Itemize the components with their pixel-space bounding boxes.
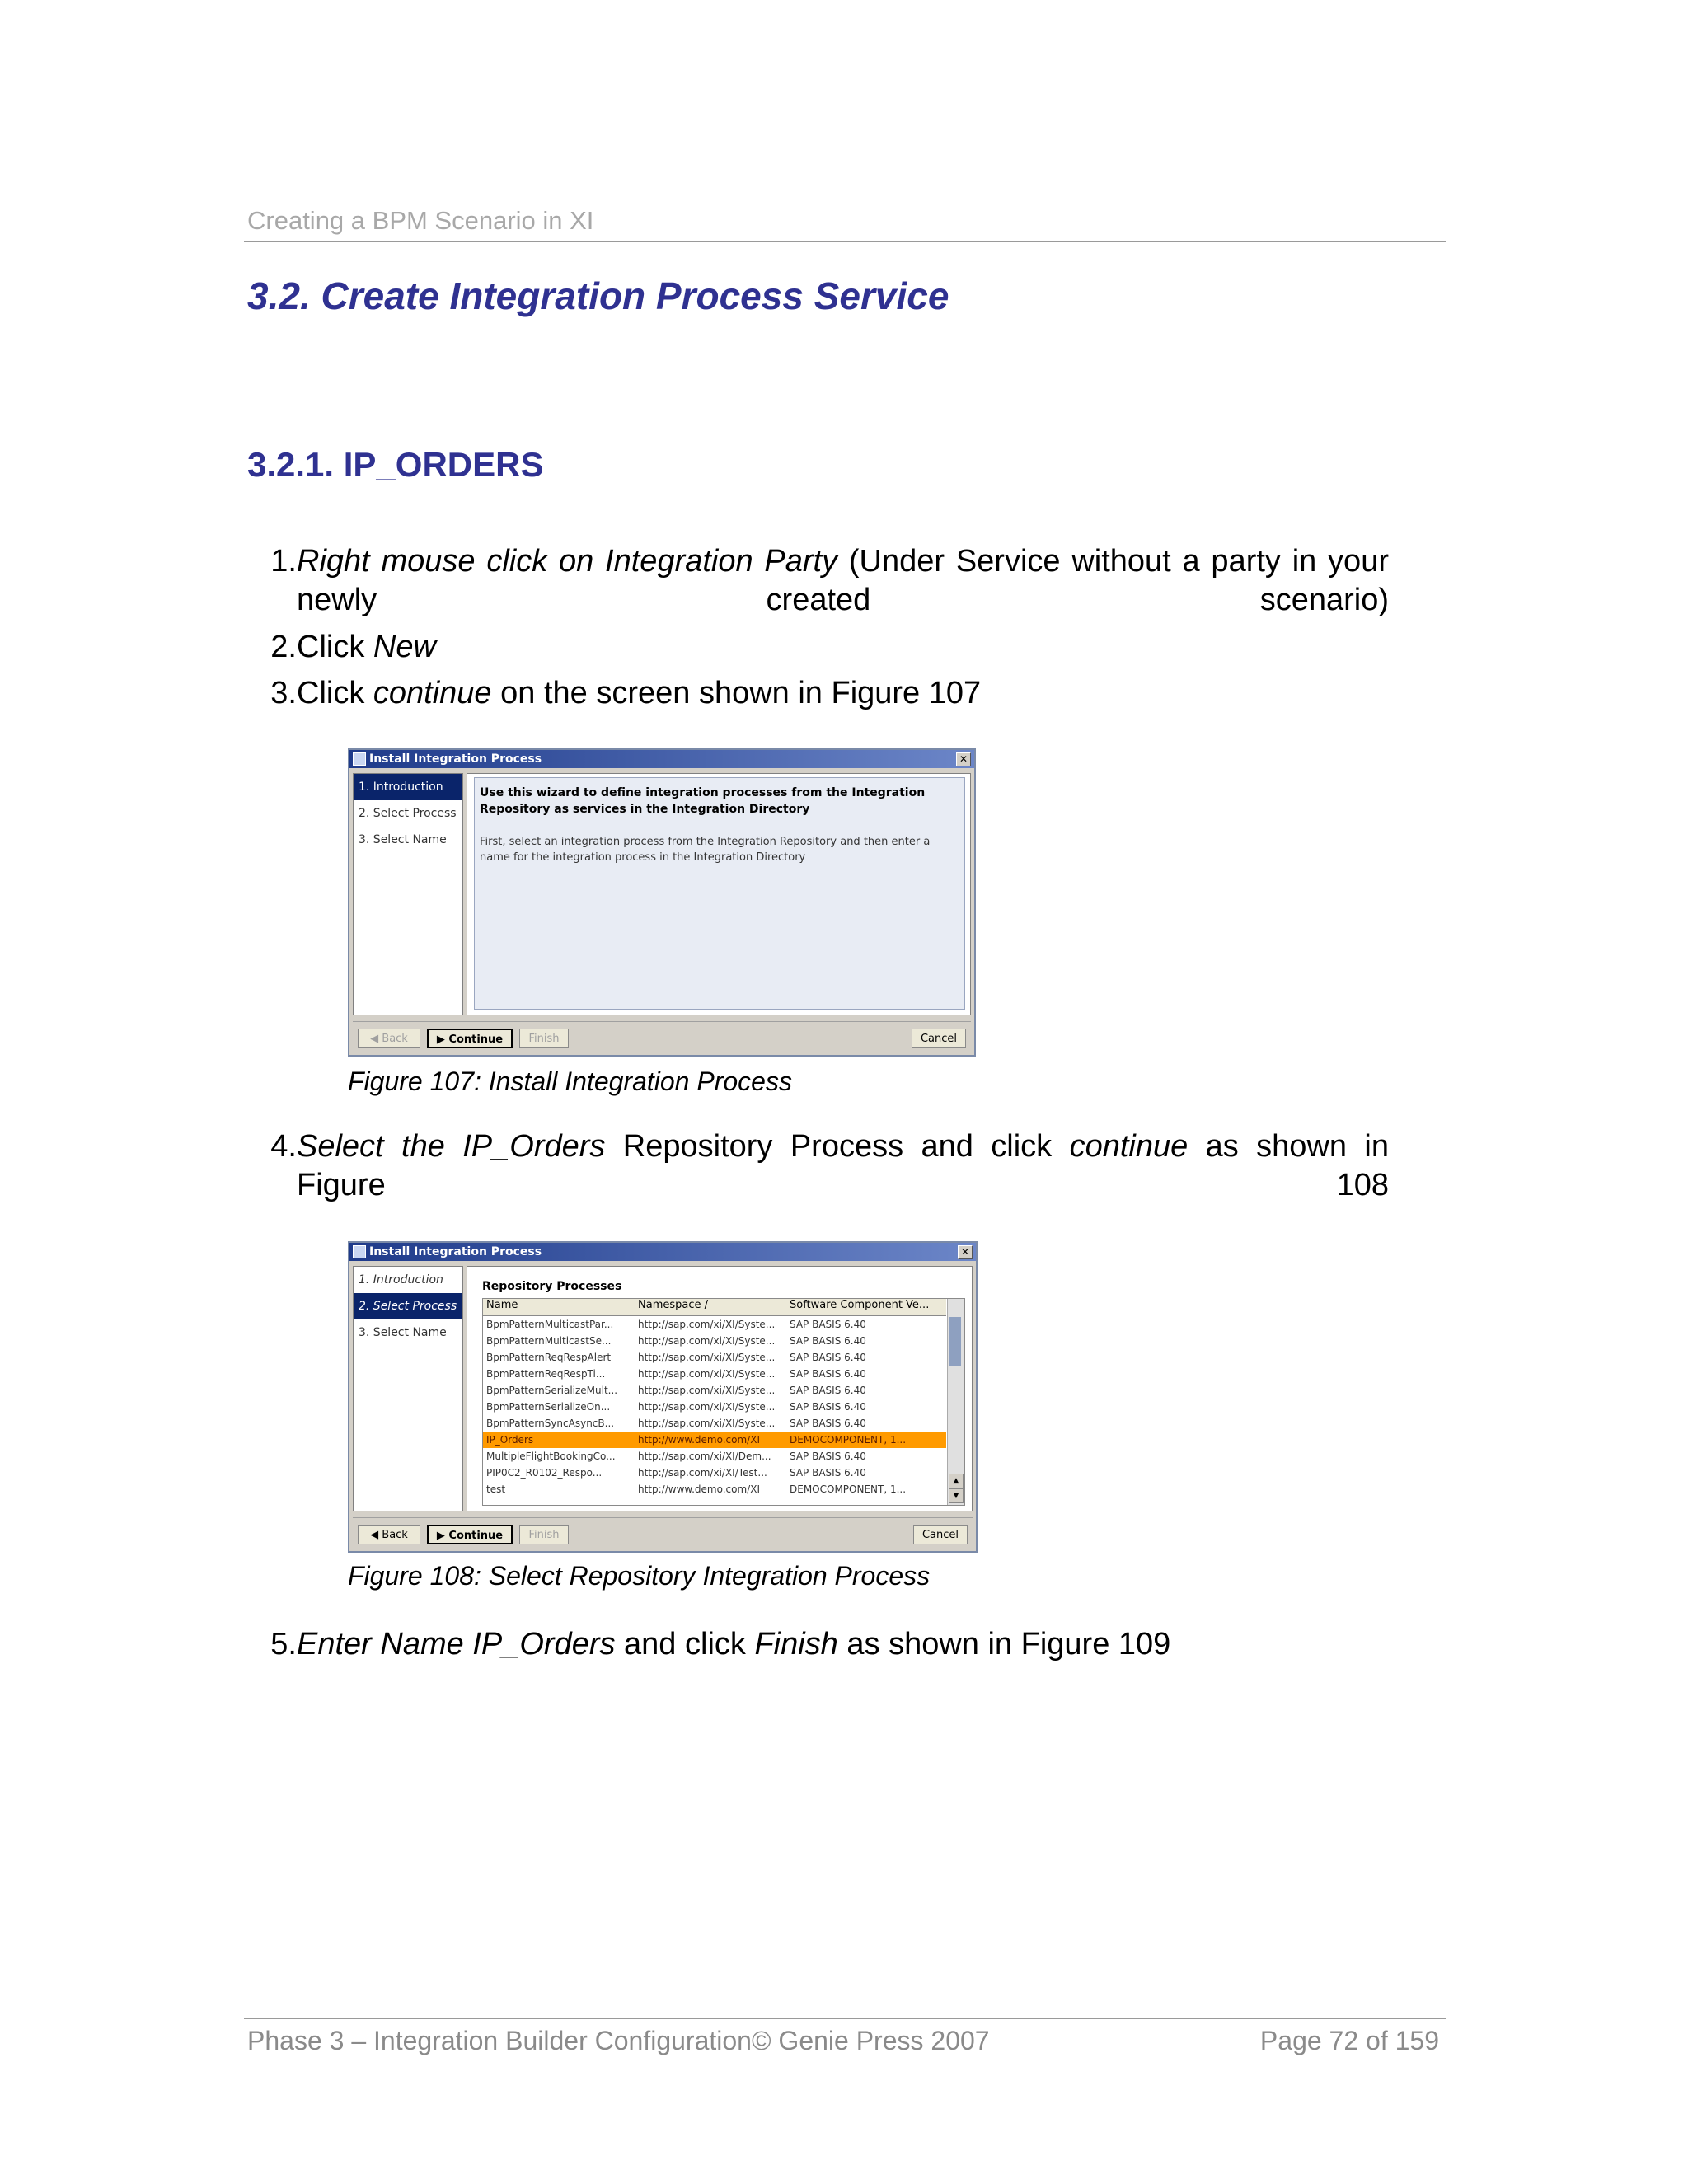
cell-name: BpmPatternMulticastPar... (486, 1319, 614, 1330)
wizard-content (467, 1266, 973, 1511)
cell-namespace: http://sap.com/xi/XI/Syste... (638, 1385, 776, 1396)
list-item (247, 542, 1451, 625)
page-number: Page 72 of 159 (1259, 2026, 1439, 2055)
step-mid: and click (615, 1627, 755, 1661)
table-row[interactable] (483, 1432, 946, 1448)
figure-caption: Figure 107: Install Integration Process (348, 1066, 792, 1096)
cell-name: BpmPatternReqRespAlert (486, 1352, 612, 1363)
cell-namespace: http://sap.com/xi/XI/Syste... (638, 1401, 776, 1413)
cell-software-component: SAP BASIS 6.40 (790, 1385, 866, 1396)
window-icon (353, 1245, 366, 1258)
cancel-button[interactable]: Cancel (913, 1525, 968, 1544)
repository-processes-table[interactable] (482, 1298, 965, 1506)
intro-heading: Use this wizard to define integration processes from the Integration Repository as services in the Integration Directory (480, 786, 926, 816)
footer-left: Phase 3 – Integration Builder Configuration© Genie Press 2007 (247, 2026, 990, 2055)
step-italic: Right mouse click on Integration Party (297, 544, 838, 579)
scroll-up-icon[interactable]: ▲ (949, 1474, 964, 1488)
cell-name: IP_Orders (486, 1434, 534, 1446)
column-header-software-component[interactable]: Software Component Ve... (790, 1299, 930, 1311)
step-rest: as shown in Figure 108 (297, 1129, 1389, 1202)
continue-button[interactable]: ▶ Continue (427, 1525, 513, 1544)
wizard-step-select-name[interactable]: 3. Select Name (359, 1326, 447, 1339)
step-number: 2. (270, 630, 297, 664)
dialog-titlebar (349, 1243, 976, 1261)
cell-software-component: DEMOCOMPONENT, 1... (790, 1483, 907, 1495)
cell-name: MultipleFlightBookingCo... (486, 1451, 616, 1462)
cell-software-component: SAP BASIS 6.40 (790, 1368, 866, 1380)
dialog-titlebar (349, 750, 974, 768)
cell-namespace: http://sap.com/xi/XI/Syste... (638, 1368, 776, 1380)
cell-name: BpmPatternSerializeOn... (486, 1401, 611, 1413)
cell-namespace: http://sap.com/xi/XI/Test... (638, 1467, 767, 1479)
table-row[interactable] (483, 1349, 946, 1366)
figure-caption: Figure 108: Select Repository Integration Process (348, 1561, 931, 1591)
step-italic: New (373, 630, 436, 664)
wizard-steps-nav (353, 773, 463, 1015)
list-item (247, 1127, 1451, 1210)
list-item (247, 1625, 1451, 1666)
step-italic-2: continue (1069, 1129, 1189, 1164)
step-pre: Click (297, 630, 373, 664)
header-rule (244, 241, 1446, 242)
footer-rule (244, 2018, 1446, 2019)
step-mid: Repository Process and click (605, 1129, 1070, 1164)
cell-name: PIP0C2_R0102_Respo... (486, 1467, 603, 1479)
step-number: 1. (270, 544, 297, 579)
finish-button[interactable]: Finish (519, 1029, 569, 1048)
cell-software-component: SAP BASIS 6.40 (790, 1352, 866, 1363)
cell-namespace: http://www.demo.com/XI (638, 1483, 760, 1495)
install-integration-process-dialog (348, 748, 976, 1057)
step-number: 4. (270, 1129, 297, 1164)
table-row[interactable] (483, 1415, 946, 1432)
cell-name: test (486, 1483, 506, 1495)
table-row[interactable] (483, 1448, 946, 1465)
step-italic: Enter Name IP_Orders (297, 1627, 616, 1661)
cell-name: BpmPatternSerializeMult... (486, 1385, 618, 1396)
table-row[interactable] (483, 1316, 946, 1333)
intro-body: First, select an integration process from the Integration Repository and then enter a name for the integration process in the Integration Directory (480, 836, 931, 864)
back-button[interactable]: ◀ Back (358, 1525, 420, 1544)
wizard-step-select-name[interactable]: 3. Select Name (359, 833, 447, 846)
step-italic: Select the IP_Orders (297, 1129, 606, 1164)
cell-name: BpmPatternMulticastSe... (486, 1335, 612, 1347)
step-pre: Click (297, 676, 373, 710)
cell-namespace: http://sap.com/xi/XI/Syste... (638, 1352, 776, 1363)
wizard-steps-nav (353, 1266, 463, 1511)
column-header-name[interactable]: Name (486, 1299, 518, 1311)
running-header: Creating a BPM Scenario in XI (247, 206, 594, 235)
cell-name: BpmPatternSyncAsyncB... (486, 1418, 615, 1429)
table-row[interactable] (483, 1333, 946, 1349)
cell-software-component: SAP BASIS 6.40 (790, 1467, 866, 1479)
step-italic-2: Finish (754, 1627, 838, 1661)
section-title: 3.2. Create Integration Process Service (247, 274, 950, 317)
table-row[interactable] (483, 1382, 946, 1399)
step-text (297, 628, 1389, 667)
repository-processes-title: Repository Processes (482, 1280, 622, 1293)
wizard-step-introduction[interactable]: 1. Introduction (354, 774, 462, 800)
cancel-button[interactable]: Cancel (912, 1029, 966, 1048)
table-scrollbar[interactable] (947, 1299, 964, 1505)
step-text (297, 1127, 1389, 1244)
dialog-button-bar (353, 1517, 973, 1548)
cell-software-component: SAP BASIS 6.40 (790, 1335, 866, 1347)
wizard-content (467, 773, 971, 1015)
step-text (297, 1625, 1389, 1664)
step-rest: on the screen shown in Figure 107 (491, 676, 982, 710)
step-rest: as shown in Figure 109 (837, 1627, 1171, 1661)
wizard-step-select-process[interactable]: 2. Select Process (354, 1293, 462, 1319)
scrollbar-thumb[interactable] (950, 1317, 961, 1366)
select-repository-process-dialog (348, 1241, 978, 1553)
cell-software-component: DEMOCOMPONENT, 1... (790, 1434, 907, 1446)
dialog-title: Install Integration Process (369, 752, 542, 766)
cell-software-component: SAP BASIS 6.40 (790, 1319, 866, 1330)
intro-panel (474, 777, 965, 1010)
cell-software-component: SAP BASIS 6.40 (790, 1418, 866, 1429)
continue-button[interactable]: ▶ Continue (427, 1029, 513, 1048)
step-number: 3. (270, 676, 297, 710)
subsection-title: 3.2.1. IP_ORDERS (247, 445, 544, 484)
window-icon (353, 752, 366, 766)
scroll-down-icon[interactable]: ▼ (949, 1488, 964, 1503)
column-header-namespace[interactable]: Namespace / (638, 1299, 709, 1311)
table-row[interactable] (483, 1481, 946, 1497)
cell-name: BpmPatternReqRespTi... (486, 1368, 606, 1380)
list-item (247, 628, 1451, 669)
cell-namespace: http://sap.com/xi/XI/Syste... (638, 1319, 776, 1330)
step-number: 5. (270, 1627, 297, 1661)
cell-namespace: http://sap.com/xi/XI/Syste... (638, 1418, 776, 1429)
wizard-step-introduction[interactable]: 1. Introduction (359, 1273, 443, 1286)
step-italic: continue (373, 676, 492, 710)
table-header (483, 1299, 946, 1316)
step-text (297, 674, 1389, 713)
finish-button[interactable]: Finish (519, 1525, 569, 1544)
cell-namespace: http://sap.com/xi/XI/Syste... (638, 1335, 776, 1347)
dialog-title: Install Integration Process (369, 1245, 542, 1258)
cell-software-component: SAP BASIS 6.40 (790, 1401, 866, 1413)
cell-namespace: http://www.demo.com/XI (638, 1434, 760, 1446)
close-icon[interactable]: ✕ (956, 752, 971, 766)
list-item (247, 674, 1451, 715)
close-icon[interactable]: ✕ (958, 1245, 973, 1259)
cell-software-component: SAP BASIS 6.40 (790, 1451, 866, 1462)
table-row[interactable] (483, 1399, 946, 1415)
table-row[interactable] (483, 1465, 946, 1481)
step-rest: (Under Service without a party in your newly created scenario) (297, 544, 1389, 617)
cell-namespace: http://sap.com/xi/XI/Dem... (638, 1451, 771, 1462)
wizard-step-select-process[interactable]: 2. Select Process (359, 807, 457, 820)
dialog-button-bar (353, 1021, 971, 1052)
back-button[interactable]: ◀ Back (358, 1029, 420, 1048)
table-row[interactable] (483, 1366, 946, 1382)
